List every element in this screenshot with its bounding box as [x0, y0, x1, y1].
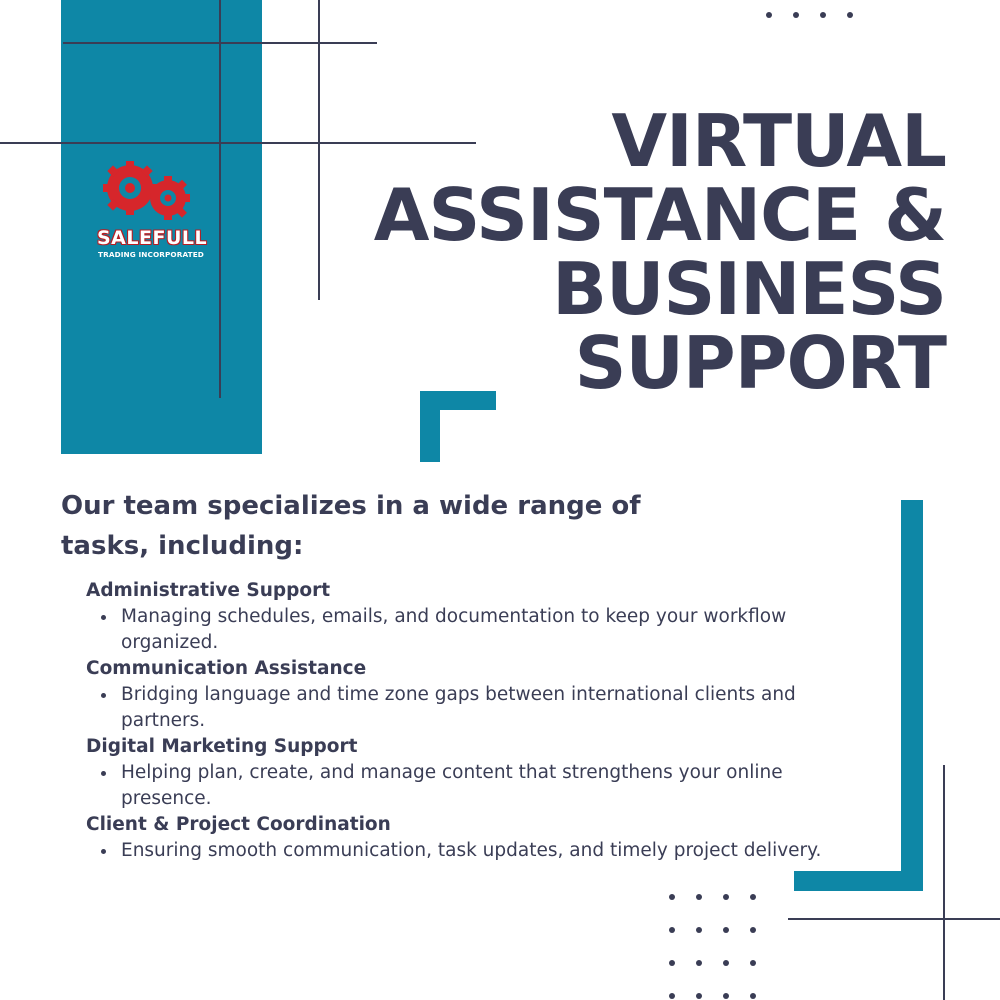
task-section [86, 578, 866, 656]
task-bullet-text: Helping plan, create, and manage content that strengthens your online presence. [121, 762, 783, 809]
dots-decoration-top [766, 12, 853, 18]
task-section [86, 656, 866, 734]
bullet-icon [101, 693, 106, 698]
page-title [373, 99, 946, 405]
intro-text: Our team specializes in a wide range of tasks, including: [61, 491, 641, 561]
company-logo [90, 158, 212, 268]
task-bullet-text: Managing schedules, emails, and documentation to keep your workflow organized. [121, 606, 787, 653]
bullet-icon [101, 615, 106, 620]
task-section [86, 812, 866, 864]
title-line-2: ASSISTANCE & [373, 173, 946, 257]
bullet-icon [101, 849, 106, 854]
teal-bracket-small [420, 391, 496, 462]
task-heading: Administrative Support [86, 580, 331, 601]
decor-line-v2 [318, 0, 320, 300]
task-heading: Client & Project Coordination [86, 814, 391, 835]
task-bullet-item [86, 682, 856, 734]
decor-line-v1 [219, 0, 221, 398]
task-bullet-item [86, 760, 856, 812]
logo-wordmark: SALEFULL [97, 227, 208, 249]
task-heading: Digital Marketing Support [86, 736, 358, 757]
task-bullet-item [86, 838, 856, 864]
title-line-1: VIRTUAL [611, 99, 946, 183]
task-section [86, 734, 866, 812]
dots-decoration-grid [669, 894, 756, 999]
title-line-3: BUSINESS [552, 247, 946, 331]
decor-line-h3 [788, 918, 1000, 920]
task-bullet-text: Ensuring smooth communication, task updates, and timely project delivery. [121, 840, 822, 861]
decor-line-v3 [943, 765, 945, 1000]
logo-subtext: TRADING INCORPORATED [98, 250, 204, 259]
bullet-icon [101, 771, 106, 776]
task-list [86, 578, 866, 864]
title-line-4: SUPPORT [574, 321, 946, 405]
task-bullet-text: Bridging language and time zone gaps between international clients and partners. [121, 684, 796, 731]
task-bullet-item [86, 604, 856, 656]
task-heading: Communication Assistance [86, 658, 367, 679]
